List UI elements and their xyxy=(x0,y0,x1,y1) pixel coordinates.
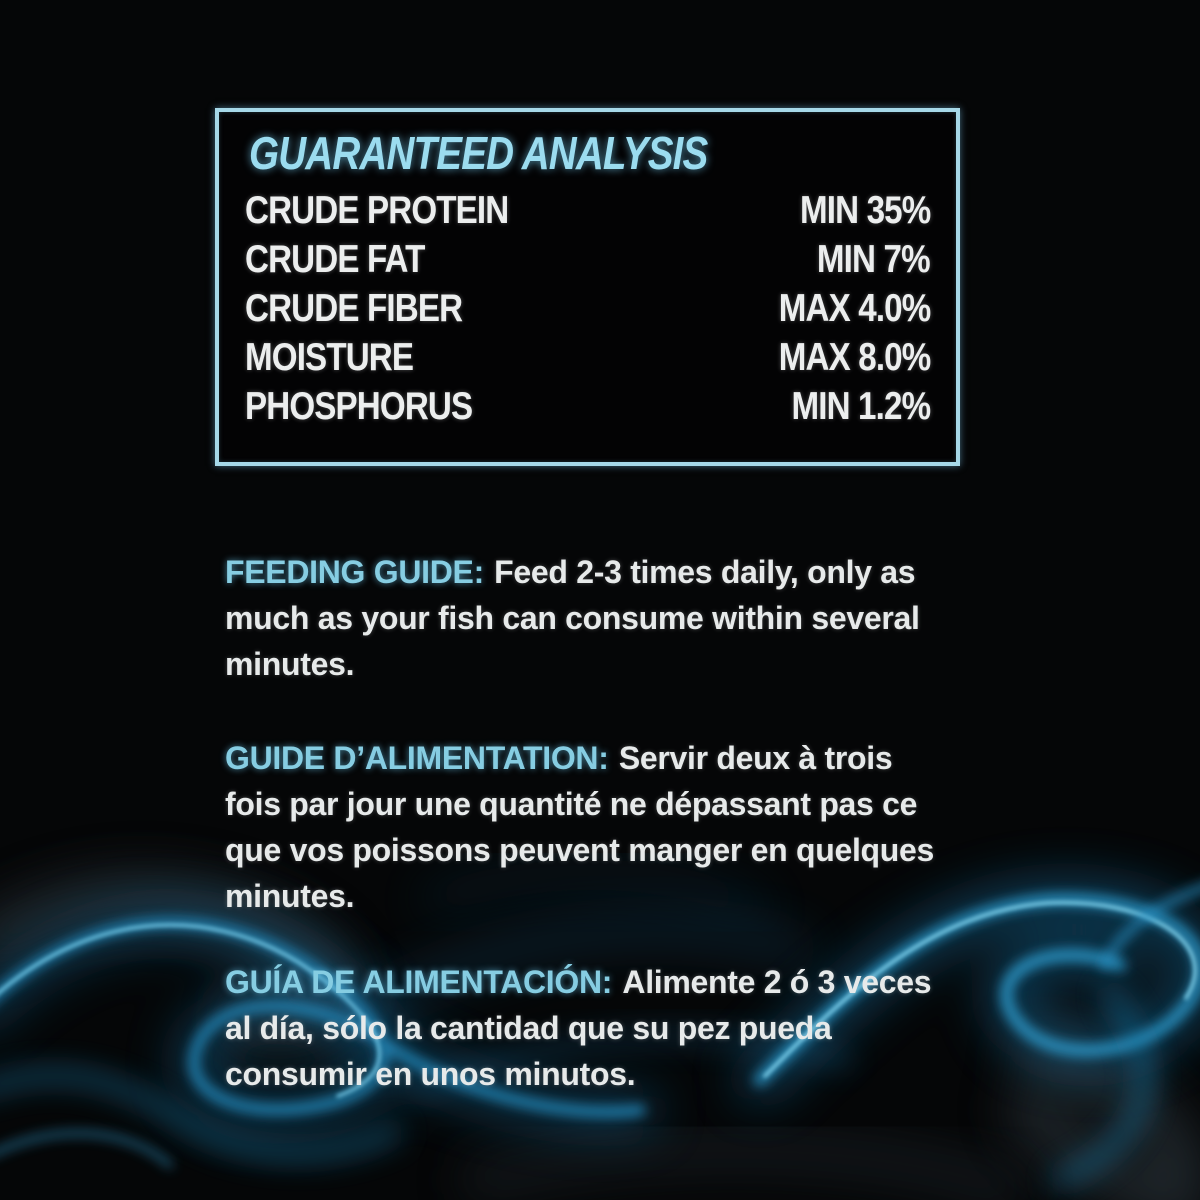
feeding-guide-es-heading: GUÍA DE ALIMENTACIÓN: xyxy=(225,964,613,1000)
table-row xyxy=(219,186,956,235)
nutrient-value: MAX 8.0% xyxy=(778,335,930,379)
feeding-guide-en-heading: FEEDING GUIDE: xyxy=(225,554,484,590)
nutrient-name: PHOSPHORUS xyxy=(245,384,473,428)
feeding-guide-en-body: Feed 2-3 times daily, only as much as your fish can consume within several minutes. xyxy=(225,554,920,682)
feeding-guide-fr xyxy=(225,735,947,919)
table-row xyxy=(219,284,956,333)
guaranteed-analysis-table xyxy=(219,186,956,431)
nutrient-value: MAX 4.0% xyxy=(778,286,930,330)
feeding-guide-fr-body: Servir deux à trois fois par jour une quantité ne dépassant pas ce que vos poissons peuvent manger en quelques minutes. xyxy=(225,740,935,914)
nutrient-name: CRUDE PROTEIN xyxy=(245,188,509,232)
guaranteed-analysis-box xyxy=(215,108,960,466)
feeding-guide-en xyxy=(225,549,947,687)
feeding-guide-es-body: Alimente 2 ó 3 veces al día, sólo la cantidad que su pez pueda consumir en unos minutos. xyxy=(225,964,932,1092)
nutrient-value: MIN 1.2% xyxy=(791,384,930,428)
nutrient-value: MIN 7% xyxy=(817,237,930,281)
table-row xyxy=(219,235,956,284)
table-row xyxy=(219,382,956,431)
feeding-guide-fr-heading: GUIDE D’ALIMENTATION: xyxy=(225,740,609,776)
nutrient-name: CRUDE FAT xyxy=(245,237,425,281)
feeding-guide-es xyxy=(225,959,953,1097)
guaranteed-analysis-title: GUARANTEED ANALYSIS xyxy=(249,127,708,179)
table-row xyxy=(219,333,956,382)
nutrient-name: CRUDE FIBER xyxy=(245,286,463,330)
nutrient-value: MIN 35% xyxy=(799,188,930,232)
nutrient-name: MOISTURE xyxy=(245,335,414,379)
